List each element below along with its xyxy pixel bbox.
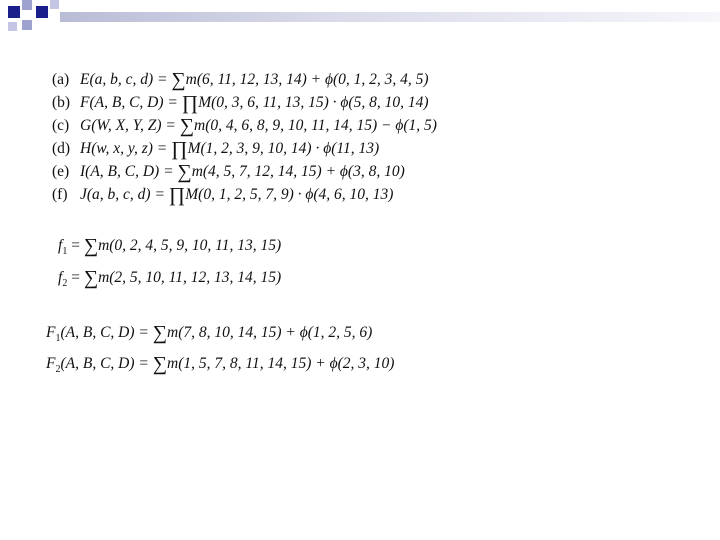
- equation-b: [52, 91, 429, 114]
- equation-rhs: M(0, 1, 2, 5, 7, 9) · ϕ(4, 6, 10, 13): [185, 186, 394, 203]
- product-operator: ∏: [181, 92, 199, 114]
- function-F1: [46, 321, 372, 344]
- header-square-dark: [36, 6, 48, 18]
- equation-tag: (d): [52, 140, 71, 157]
- equation-a: [52, 68, 429, 91]
- sum-operator: ∑: [152, 353, 167, 375]
- function-f1: [58, 234, 281, 257]
- header-square-light: [50, 0, 59, 9]
- function-subscript: 2: [62, 278, 68, 290]
- function-subscript: 2: [55, 364, 61, 376]
- function-subscript: 1: [55, 333, 61, 345]
- equation-tag: (e): [52, 163, 70, 180]
- function-rhs: m(2, 5, 10, 11, 12, 13, 14, 15): [98, 269, 282, 286]
- equals-sign: =: [67, 269, 84, 286]
- function-rhs: m(1, 5, 7, 8, 11, 14, 15) + ϕ(2, 3, 10): [167, 355, 395, 372]
- sum-operator: ∑: [177, 161, 192, 183]
- function-rhs: m(7, 8, 10, 14, 15) + ϕ(1, 2, 5, 6): [167, 324, 373, 341]
- equation-tag: (b): [52, 94, 71, 111]
- function-f2: [58, 266, 281, 289]
- header-square-dark: [8, 6, 20, 18]
- function-name: f: [58, 269, 63, 286]
- equation-f: [52, 183, 394, 206]
- equation-c: [52, 114, 437, 137]
- equals-sign: =: [67, 237, 84, 254]
- equation-tag: (c): [52, 117, 70, 134]
- sum-operator: ∑: [152, 322, 167, 344]
- header-square-light: [8, 22, 17, 31]
- function-name: F: [46, 324, 56, 341]
- equation-lhs: H(w, x, y, z) =: [80, 140, 172, 157]
- product-operator: ∏: [168, 184, 186, 206]
- equation-lhs: G(W, X, Y, Z) =: [80, 117, 180, 134]
- equation-d: [52, 137, 380, 160]
- decorative-header-strip: [0, 0, 720, 36]
- equation-lhs: I(A, B, C, D) =: [80, 163, 178, 180]
- equation-e: [52, 160, 405, 183]
- function-name: f: [58, 237, 63, 254]
- equation-lhs: F(A, B, C, D) =: [80, 94, 182, 111]
- function-subscript: 1: [62, 246, 68, 258]
- equation-rhs: m(6, 11, 12, 13, 14) + ϕ(0, 1, 2, 3, 4, 5): [185, 71, 429, 88]
- equation-tag: (a): [52, 71, 70, 88]
- header-square-light: [22, 0, 32, 10]
- header-fade-bar: [60, 12, 720, 22]
- function-rhs: m(0, 2, 4, 5, 9, 10, 11, 13, 15): [98, 237, 282, 254]
- equation-lhs: E(a, b, c, d) =: [80, 71, 172, 88]
- product-operator: ∏: [171, 138, 188, 160]
- equation-lhs: J(a, b, c, d) =: [80, 186, 169, 203]
- function-F2: [46, 352, 394, 375]
- sum-operator: ∑: [83, 267, 99, 289]
- equation-rhs: M(0, 3, 6, 11, 13, 15) · ϕ(5, 8, 10, 14): [198, 94, 429, 111]
- function-args: (A, B, C, D) =: [60, 324, 153, 341]
- equation-tag: (f): [52, 186, 68, 203]
- function-name: F: [46, 355, 56, 372]
- sum-operator: ∑: [83, 235, 99, 257]
- equation-rhs: m(0, 4, 6, 8, 9, 10, 11, 14, 15) − ϕ(1, 5): [194, 117, 437, 134]
- header-square-light: [22, 20, 32, 30]
- equation-rhs: m(4, 5, 7, 12, 14, 15) + ϕ(3, 8, 10): [191, 163, 405, 180]
- function-args: (A, B, C, D) =: [60, 355, 153, 372]
- sum-operator: ∑: [171, 69, 186, 91]
- equation-rhs: M(1, 2, 3, 9, 10, 14) · ϕ(11, 13): [187, 140, 380, 157]
- sum-operator: ∑: [179, 115, 195, 137]
